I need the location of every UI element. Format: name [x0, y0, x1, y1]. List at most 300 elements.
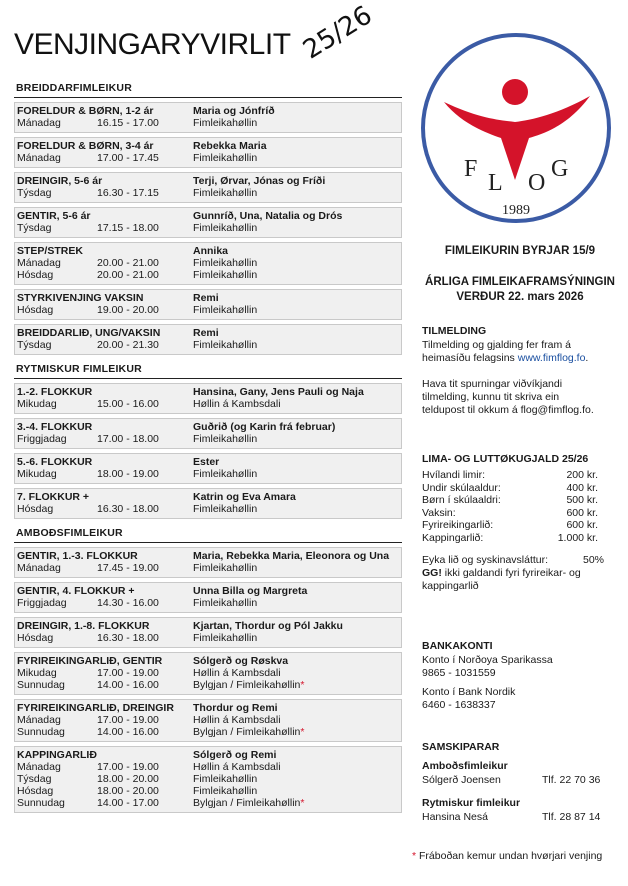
schedule — [14, 82, 402, 821]
group-coach: Sólgerð og Røskva — [193, 655, 289, 667]
group-block — [14, 617, 402, 648]
page-title: VENJINGARYVIRLIT — [14, 28, 291, 61]
session-place — [193, 339, 399, 351]
session-time-text: 17.00 - 19.00 — [97, 761, 159, 773]
session-time — [97, 773, 193, 785]
session-time — [97, 257, 193, 269]
group-block — [14, 172, 402, 203]
session-day — [17, 761, 97, 773]
session-place — [193, 152, 399, 164]
session-time-text: 16.30 - 17.15 — [97, 187, 159, 199]
group-coach: Ester — [193, 456, 220, 468]
session-row — [17, 398, 399, 410]
session-day — [17, 797, 97, 809]
contact-item — [422, 760, 618, 787]
session-day — [17, 503, 97, 515]
discount-label: Eyka lið og syskinavsláttur: — [422, 554, 549, 566]
group-header — [17, 550, 399, 562]
logo-letter-g: G — [551, 156, 569, 182]
footnote-text: Fráboðan kemur undan hvørjari venjing — [416, 850, 603, 862]
group-header — [17, 140, 399, 152]
session-time-text: 17.00 - 19.00 — [97, 667, 159, 679]
schedule-section — [14, 82, 402, 355]
session-day — [17, 398, 97, 410]
session-day — [17, 304, 97, 316]
session-time-text: 17.45 - 19.00 — [97, 562, 159, 574]
session-time-text: 17.00 - 18.00 — [97, 433, 159, 445]
group-header — [17, 386, 399, 398]
session-day-text: Týsdag — [17, 339, 52, 351]
fees-note-bold: GG! — [422, 566, 442, 579]
session-place-text: Fimleikahøllin — [193, 562, 258, 574]
session-place — [193, 761, 399, 773]
group-block — [14, 699, 402, 742]
website-link[interactable]: www.fimflog.fo — [517, 352, 586, 364]
logo-letter-f: F — [464, 156, 478, 182]
registration-text-2a: Hava tit spurningar viðvíkjandi — [422, 378, 563, 390]
group-header — [17, 655, 399, 667]
session-time-text: 16.30 - 18.00 — [97, 503, 159, 515]
group-name: GENTIR, 4. FLOKKUR + — [17, 585, 135, 597]
fee-row — [422, 482, 618, 495]
group-header — [17, 327, 399, 339]
session-place — [193, 714, 399, 726]
group-block — [14, 453, 402, 484]
session-place — [193, 468, 399, 480]
session-row — [17, 597, 399, 609]
session-place — [193, 222, 399, 234]
session-place — [193, 304, 399, 316]
session-place — [193, 597, 399, 609]
session-place — [193, 726, 399, 738]
group-coach: Katrin og Eva Amara — [193, 491, 296, 503]
session-day — [17, 632, 97, 644]
group-header — [17, 702, 399, 714]
session-place-text: Bylgjan / Fimleikahøllin — [193, 726, 301, 738]
session-day-text: Hósdag — [17, 269, 54, 281]
group-block — [14, 102, 402, 133]
session-time — [97, 398, 193, 410]
session-time-text: 18.00 - 20.00 — [97, 785, 159, 797]
group-header — [17, 210, 399, 222]
session-day — [17, 714, 97, 726]
group-coach: Sólgerð og Remi — [193, 749, 277, 761]
session-day-text: Mikudag — [17, 398, 57, 410]
session-place — [193, 632, 399, 644]
session-day-text: Mánadag — [17, 257, 61, 269]
fee-value: 200 kr. — [566, 469, 598, 481]
registration-text-1c: . — [585, 352, 589, 364]
fee-label: Hvílandi limir: — [422, 469, 486, 481]
session-day — [17, 468, 97, 480]
fees-title: LIMA- OG LUTTØKUGJALD 25/26 — [422, 453, 589, 465]
session-time-text: 19.00 - 20.00 — [97, 304, 159, 316]
group-block — [14, 652, 402, 695]
session-day — [17, 187, 97, 199]
group-header — [17, 491, 399, 503]
session-day — [17, 339, 97, 351]
group-name: STYRKIVENJING VAKSIN — [17, 292, 144, 304]
contact-name: Hansina Nesá — [422, 811, 488, 823]
session-time — [97, 785, 193, 797]
session-day-text: Mikudag — [17, 468, 57, 480]
logo-year: 1989 — [502, 203, 530, 218]
registration-text-2c: teldupost til okkum á flog@fimflog.fo. — [422, 404, 594, 416]
session-place-text: Fimleikahøllin — [193, 785, 258, 797]
contact-row — [422, 811, 618, 824]
session-day — [17, 433, 97, 445]
session-place-text: Fimleikahøllin — [193, 433, 258, 445]
fee-label: Kappingarlið: — [422, 531, 484, 544]
session-time — [97, 304, 193, 316]
session-place — [193, 433, 399, 445]
session-time — [97, 339, 193, 351]
group-header — [17, 749, 399, 761]
session-day-text: Hósdag — [17, 632, 54, 644]
session-row — [17, 714, 399, 726]
discount-value: 50% — [582, 554, 604, 566]
group-block — [14, 242, 402, 285]
session-time — [97, 152, 193, 164]
registration-text-1b: heimasíðu felagsins — [422, 352, 515, 364]
contact-phone: Tlf. 28 87 14 — [542, 811, 601, 823]
section-title: AMBOÐSFIMLEIKUR — [14, 527, 402, 543]
fee-row — [422, 469, 618, 482]
session-place — [193, 117, 399, 129]
session-time — [97, 468, 193, 480]
group-coach: Thordur og Remi — [193, 702, 278, 714]
group-block — [14, 137, 402, 168]
session-row — [17, 433, 399, 445]
group-block — [14, 746, 402, 813]
discount-row — [422, 554, 618, 567]
group-name: 3.-4. FLOKKUR — [17, 421, 93, 433]
contact-item — [422, 797, 618, 824]
session-time — [97, 597, 193, 609]
fee-value: 1.000 kr. — [557, 531, 598, 544]
session-time — [97, 726, 193, 738]
session-day-text: Sunnudag — [17, 726, 65, 738]
footnote-marker: * — [300, 679, 305, 691]
group-header — [17, 421, 399, 433]
group-coach: Unna Billa og Margreta — [193, 585, 308, 597]
bank-line-2: 9865 - 1031559 — [422, 667, 496, 679]
session-time-text: 14.00 - 16.00 — [97, 679, 159, 691]
group-block — [14, 289, 402, 320]
bank-line-3: Konto í Bank Nordik — [422, 686, 516, 698]
session-row — [17, 726, 399, 738]
show-line-1: ÁRLIGA FIMLEIKAFRAMSÝNINGIN — [425, 276, 615, 288]
fee-value: 500 kr. — [566, 494, 598, 506]
section-title: RYTMISKUR FIMLEIKUR — [14, 363, 402, 379]
session-place — [193, 773, 399, 785]
session-day-text: Hósdag — [17, 304, 54, 316]
footnote-marker: * — [300, 726, 305, 738]
session-place-text: Bylgjan / Fimleikahøllin — [193, 797, 301, 809]
session-day — [17, 562, 97, 574]
session-place — [193, 503, 399, 515]
fees-note — [422, 567, 618, 580]
session-place — [193, 667, 399, 679]
session-place-text: Fimleikahøllin — [193, 503, 258, 515]
group-coach: Kjartan, Thordur og Pól Jakku — [193, 620, 343, 632]
session-place-text: Fimleikahøllin — [193, 257, 258, 269]
session-time-text: 16.30 - 18.00 — [97, 632, 159, 644]
group-header — [17, 175, 399, 187]
section-title: BREIDDARFIMLEIKUR — [14, 82, 402, 98]
session-place — [193, 679, 399, 691]
show-line-2: VERÐUR 22. mars 2026 — [456, 291, 584, 303]
footnote-star: * — [412, 850, 417, 862]
session-place-text: Fimleikahøllin — [193, 269, 258, 281]
session-row — [17, 257, 399, 269]
session-day — [17, 726, 97, 738]
flog-logo — [418, 30, 614, 226]
session-time — [97, 797, 193, 809]
session-row — [17, 785, 399, 797]
season-label: 25/26 — [298, 0, 378, 66]
session-row — [17, 667, 399, 679]
group-name: GENTIR, 1.-3. FLOKKUR — [17, 550, 138, 562]
fee-row — [422, 494, 618, 507]
group-header — [17, 456, 399, 468]
session-day — [17, 257, 97, 269]
group-header — [17, 620, 399, 632]
session-day-text: Mánadag — [17, 761, 61, 773]
session-row — [17, 773, 399, 785]
session-row — [17, 632, 399, 644]
group-coach: Hansina, Gany, Jens Pauli og Naja — [193, 386, 364, 398]
registration-text-1a: Tilmelding og gjalding fer fram á — [422, 339, 572, 351]
session-day-text: Mánadag — [17, 117, 61, 129]
session-day — [17, 152, 97, 164]
session-row — [17, 503, 399, 515]
bank-title: BANKAKONTI — [422, 640, 493, 652]
session-time-text: 16.15 - 17.00 — [97, 117, 159, 129]
group-coach: Maria og Jónfríð — [193, 105, 275, 117]
session-place-text: Fimleikahøllin — [193, 117, 258, 129]
group-coach: Guðrið (og Karin frá februar) — [193, 421, 336, 433]
session-day-text: Mánadag — [17, 562, 61, 574]
session-row — [17, 222, 399, 234]
schedule-section — [14, 363, 402, 519]
session-place-text: Fimleikahøllin — [193, 187, 258, 199]
session-place-text: Fimleikahøllin — [193, 597, 258, 609]
fee-label: Vaksin: — [422, 506, 456, 519]
registration — [422, 325, 618, 417]
session-place-text: Høllin á Kambsdali — [193, 714, 281, 726]
session-row — [17, 117, 399, 129]
group-coach: Terji, Ørvar, Jónas og Fríði — [193, 175, 326, 187]
session-time-text: 20.00 - 21.00 — [97, 257, 159, 269]
fee-row — [422, 532, 618, 545]
contact-org: Rytmiskur fimleikur — [422, 797, 521, 809]
start-date: FIMLEIKURIN BYRJAR 15/9 — [444, 245, 596, 257]
session-day-text: Hósdag — [17, 785, 54, 797]
session-day — [17, 667, 97, 679]
session-place-text: Fimleikahøllin — [193, 222, 258, 234]
session-row — [17, 304, 399, 316]
registration-title: TILMELDING — [422, 325, 487, 337]
group-header — [17, 245, 399, 257]
session-day-text: Týsdag — [17, 773, 52, 785]
session-time-text: 15.00 - 16.00 — [97, 398, 159, 410]
session-place-text: Fimleikahøllin — [193, 339, 258, 351]
group-name: FYRIREIKINGARLIÐ, GENTIR — [17, 655, 163, 667]
group-block — [14, 582, 402, 613]
session-row — [17, 152, 399, 164]
group-coach: Gunnríð, Una, Natalia og Drós — [193, 210, 343, 222]
fee-value: 600 kr. — [566, 519, 598, 531]
session-time — [97, 222, 193, 234]
session-day — [17, 597, 97, 609]
fees — [422, 453, 618, 593]
session-day — [17, 785, 97, 797]
group-name: KAPPINGARLIÐ — [17, 749, 97, 761]
session-day-text: Sunnudag — [17, 679, 65, 691]
session-place-text: Høllin á Kambsdali — [193, 761, 281, 773]
group-header — [17, 292, 399, 304]
session-time-text: 18.00 - 20.00 — [97, 773, 159, 785]
group-coach: Remi — [193, 292, 219, 304]
session-day-text: Sunnudag — [17, 797, 65, 809]
fee-value: 600 kr. — [566, 506, 598, 519]
logo-letter-o: O — [528, 170, 546, 196]
footnote — [412, 850, 622, 863]
group-header — [17, 585, 399, 597]
session-row — [17, 797, 399, 809]
session-time-text: 20.00 - 21.30 — [97, 339, 159, 351]
session-place — [193, 187, 399, 199]
group-name: 1.-2. FLOKKUR — [17, 386, 93, 398]
contacts — [422, 741, 618, 834]
schedule-section — [14, 527, 402, 813]
session-time — [97, 761, 193, 773]
group-name: DREINGIR, 1.-8. FLOKKUR — [17, 620, 150, 632]
session-day — [17, 679, 97, 691]
session-time-text: 14.00 - 16.00 — [97, 726, 159, 738]
fee-label: Undir skúlaaldur: — [422, 481, 501, 494]
session-time-text: 17.00 - 17.45 — [97, 152, 159, 164]
group-name: GENTIR, 5-6 ár — [17, 210, 91, 222]
session-row — [17, 187, 399, 199]
session-place — [193, 269, 399, 281]
session-place-text: Fimleikahøllin — [193, 773, 258, 785]
group-header — [17, 105, 399, 117]
fees-note-text: ikki galdandi fyri fyrireikar- og — [441, 566, 581, 579]
session-place-text: Fimleikahøllin — [193, 152, 258, 164]
session-time — [97, 187, 193, 199]
session-time — [97, 562, 193, 574]
group-block — [14, 324, 402, 355]
registration-text-2b: tilmelding, kunnu tit skriva ein — [422, 391, 560, 403]
session-time-text: 18.00 - 19.00 — [97, 468, 159, 480]
session-row — [17, 679, 399, 691]
bank — [422, 640, 618, 712]
contact-row — [422, 774, 618, 787]
fees-note-text-2: kappingarlið — [422, 579, 479, 592]
session-day — [17, 117, 97, 129]
group-coach: Annika — [193, 245, 229, 257]
session-time — [97, 667, 193, 679]
footnote-marker: * — [300, 797, 305, 809]
group-name: FORELDUR & BØRN, 1-2 ár — [17, 105, 154, 117]
session-place — [193, 398, 399, 410]
contact-name: Sólgerð Joensen — [422, 774, 501, 786]
session-time — [97, 679, 193, 691]
session-day-text: Friggjadag — [17, 597, 67, 609]
session-place-text: Fimleikahøllin — [193, 468, 258, 480]
logo-head — [502, 79, 528, 105]
session-time — [97, 117, 193, 129]
session-time-text: 14.30 - 16.00 — [97, 597, 159, 609]
group-coach: Maria, Rebekka Maria, Eleonora og Una — [193, 550, 390, 562]
session-place — [193, 562, 399, 574]
session-day-text: Mikudag — [17, 667, 57, 679]
session-time — [97, 269, 193, 281]
fee-label: Fyrireikingarlið: — [422, 519, 494, 531]
group-name: STEP/STREK — [17, 245, 83, 257]
session-day-text: Týsdag — [17, 187, 52, 199]
bank-line-4: 6460 - 1638337 — [422, 699, 496, 711]
session-row — [17, 562, 399, 574]
session-day-text: Friggjadag — [17, 433, 67, 445]
fee-row — [422, 507, 618, 520]
contact-phone: Tlf. 22 70 36 — [542, 774, 601, 786]
group-name: FORELDUR & BØRN, 3-4 ár — [17, 140, 154, 152]
fee-row — [422, 519, 618, 532]
registration-line-2 — [422, 352, 618, 365]
bank-line-1: Konto í Norðoya Sparikassa — [422, 654, 553, 666]
session-place-text: Høllin á Kambsdali — [193, 398, 281, 410]
session-row — [17, 339, 399, 351]
group-block — [14, 418, 402, 449]
session-time-text: 20.00 - 21.00 — [97, 269, 159, 281]
group-coach: Rebekka Maria — [193, 140, 267, 152]
session-place — [193, 257, 399, 269]
group-block — [14, 547, 402, 578]
group-block — [14, 488, 402, 519]
session-row — [17, 269, 399, 281]
session-day-text: Hósdag — [17, 503, 54, 515]
session-time — [97, 632, 193, 644]
session-place-text: Fimleikahøllin — [193, 632, 258, 644]
fee-value: 400 kr. — [566, 481, 598, 494]
session-day — [17, 222, 97, 234]
session-place — [193, 785, 399, 797]
session-row — [17, 468, 399, 480]
group-name: 7. FLOKKUR + — [17, 491, 90, 503]
group-name: 5.-6. FLOKKUR — [17, 456, 93, 468]
session-place-text: Fimleikahøllin — [193, 304, 258, 316]
contact-org: Amboðsfimleikur — [422, 760, 508, 772]
session-day — [17, 773, 97, 785]
group-coach: Remi — [193, 327, 219, 339]
session-place-text: Høllin á Kambsdali — [193, 667, 281, 679]
session-time-text: 17.00 - 19.00 — [97, 714, 159, 726]
session-place-text: Bylgjan / Fimleikahøllin — [193, 679, 301, 691]
contacts-title: SAMSKIPARAR — [422, 741, 500, 753]
session-day-text: Mánadag — [17, 714, 61, 726]
session-row — [17, 761, 399, 773]
session-day — [17, 269, 97, 281]
session-time-text: 14.00 - 17.00 — [97, 797, 159, 809]
group-block — [14, 383, 402, 414]
group-name: DREINGIR, 5-6 ár — [17, 175, 103, 187]
session-place — [193, 797, 399, 809]
session-time — [97, 714, 193, 726]
group-name: BREIDDARLIÐ, UNG/VAKSIN — [17, 327, 161, 339]
